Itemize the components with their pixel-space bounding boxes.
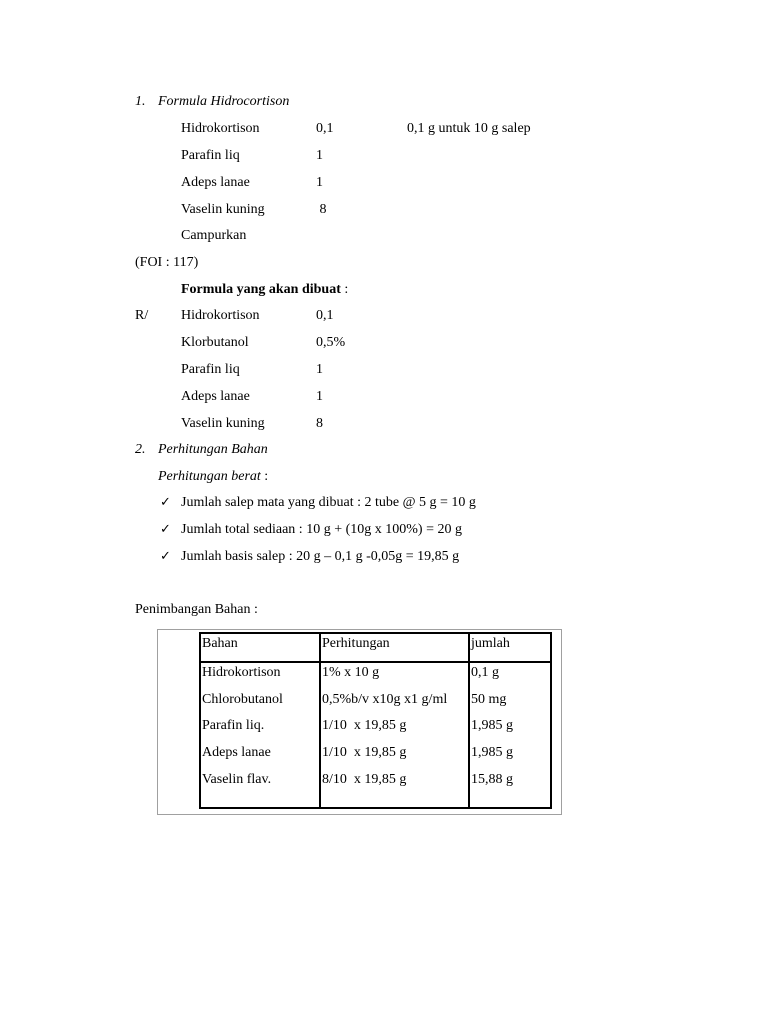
calc-item: Jumlah salep mata yang dibuat : 2 tube @ 5 g = 10 g <box>181 495 476 510</box>
subtitle-suffix: : <box>260 469 269 484</box>
table-cell: Hidrokortison <box>202 665 281 680</box>
table-divider <box>319 632 321 809</box>
ingredient-name: Vaselin kuning <box>181 202 265 217</box>
table-cell: 1/10 x 19,85 g <box>322 745 407 760</box>
table-cell: 15,88 g <box>471 772 513 787</box>
formula-amount: 1 <box>316 389 323 404</box>
formula-amount: 8 <box>316 416 323 431</box>
section2-subtitle <box>158 469 268 485</box>
ingredient-amount: 1 <box>316 148 323 163</box>
campurkan-text: Campurkan <box>181 228 247 243</box>
table-header-divider <box>199 661 552 663</box>
checkmark-icon: ✓ <box>160 495 171 510</box>
table-cell: 1,985 g <box>471 718 513 733</box>
recipe-prefix: R/ <box>135 308 149 323</box>
ingredient-name: Parafin liq <box>181 148 240 163</box>
table-header-bahan: Bahan <box>202 636 238 651</box>
formula-amount: 1 <box>316 362 323 377</box>
formula-amount: 0,1 <box>316 308 334 323</box>
ingredient-amount: 0,1 <box>316 121 334 136</box>
formula-name: Klorbutanol <box>181 335 249 350</box>
table-header-jumlah: jumlah <box>471 636 510 651</box>
section2-number: 2. <box>135 442 146 457</box>
table-cell: 1% x 10 g <box>322 665 380 680</box>
calc-item: Jumlah total sediaan : 10 g + (10g x 100%) = 20 g <box>181 522 462 537</box>
ingredient-note: 0,1 g untuk 10 g salep <box>407 121 531 136</box>
calc-item: Jumlah basis salep : 20 g – 0,1 g -0,05g = 19,85 g <box>181 549 460 564</box>
section2-title: Perhitungan Bahan <box>158 442 268 457</box>
reference-text: (FOI : 117) <box>135 255 199 270</box>
table-cell: Adeps lanae <box>202 745 271 760</box>
table-cell: 1/10 x 19,85 g <box>322 718 407 733</box>
table-divider <box>468 632 470 809</box>
checkmark-icon: ✓ <box>160 549 171 564</box>
penimbangan-label: Penimbangan Bahan : <box>135 602 258 617</box>
table-header-perhitungan: Perhitungan <box>322 636 390 651</box>
table-cell: Parafin liq. <box>202 718 265 733</box>
table-cell: Vaselin flav. <box>202 772 272 787</box>
formula-name: Adeps lanae <box>181 389 250 404</box>
table-cell: 1,985 g <box>471 745 513 760</box>
checkmark-icon: ✓ <box>160 522 171 537</box>
ingredient-name: Hidrokortison <box>181 121 260 136</box>
table-cell: 50 mg <box>471 692 507 707</box>
formula-heading <box>181 282 348 298</box>
formula-name: Vaselin kuning <box>181 416 265 431</box>
section1-number: 1. <box>135 94 146 109</box>
section1-title: Formula Hidrocortison <box>158 94 290 109</box>
formula-name: Parafin liq <box>181 362 240 377</box>
ingredient-amount: 8 <box>316 202 327 217</box>
ingredient-name: Adeps lanae <box>181 175 250 190</box>
formula-heading-bold: Formula yang akan dibuat <box>181 282 341 297</box>
ingredient-amount: 1 <box>316 175 323 190</box>
table-cell: 0,1 g <box>471 665 499 680</box>
table-cell: 8/10 x 19,85 g <box>322 772 407 787</box>
subtitle-italic: Perhitungan berat <box>158 469 261 484</box>
formula-name: Hidrokortison <box>181 308 260 323</box>
formula-heading-suffix: : <box>340 282 349 297</box>
table-cell: 0,5%b/v x10g x1 g/ml <box>322 692 448 707</box>
table-cell: Chlorobutanol <box>202 692 283 707</box>
formula-amount: 0,5% <box>316 335 346 350</box>
